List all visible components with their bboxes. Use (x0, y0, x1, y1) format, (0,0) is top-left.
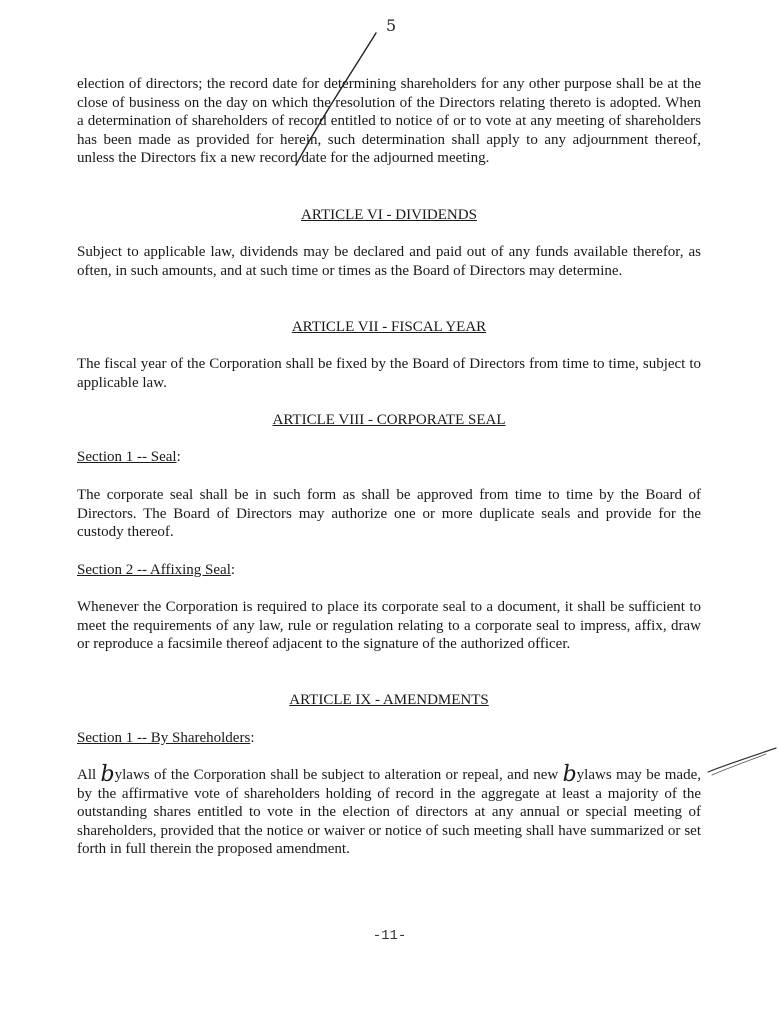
article-viii-section-1-title: Section 1 -- Seal: (77, 449, 181, 465)
article-vi-body: Subject to applicable law, dividends may be declared and paid out of any funds available therefor, as often, in such amounts, and at such time or times as the Board of Directors may determine. (77, 244, 701, 279)
article-viii-heading: ARTICLE VIII - CORPORATE SEAL (272, 412, 506, 428)
article-ix-section-1-title: Section 1 -- By Shareholders: (77, 730, 255, 746)
article-vii-body: The fiscal year of the Corporation shall be fixed by the Board of Directors from time to time, subject to applicable law. (77, 356, 701, 391)
article-viii-section-1-body: The corporate seal shall be in such form as shall be approved from time to time by the Board of Directors. The Board of Directors may authorize one or more duplicate seals and provide for the custody thereof. (77, 487, 701, 541)
article-vii-heading: ARTICLE VII - FISCAL YEAR (291, 319, 487, 335)
handwritten-correction-mark: b (100, 762, 115, 787)
intro-paragraph: election of directors; the record date for determining shareholders for any other purpose shall be at the close of business on the day on which the resolution of the Directors relating thereto is adopted. When a determination of shareholders of record entitled to notice of or to vote at any meeting of shareholders has been made as provided for herein, such determination shall apply to any adjournment thereof, unless the Directors fix a new record date for the adjourned meeting. (77, 76, 701, 167)
margin-pen-stroke-2 (712, 754, 766, 775)
page-number: -11- (372, 928, 407, 944)
article-viii-section-2-body: Whenever the Corporation is required to place its corporate seal to a document, it shall be sufficient to meet the requirements of any law, rule or regulation relating to a corporate seal to impress, affix, draw or reproduce a facsimile thereof adjacent to the signature of the authorized officer. (77, 599, 701, 653)
handwritten-correction-mark: b (562, 762, 577, 787)
article-viii-section-2-title: Section 2 -- Affixing Seal: (77, 562, 236, 578)
article-ix-section-1-body: All bylaws of the Corporation shall be subject to alteration or repeal, and new bylaws may be made, by the affirmative vote of shareholders holding of record in the aggregate at least a majority of the outstanding shares entitled to vote in the election of directors at any annual or special meeting of shareholders, provided that the notice or waiver or notice of such meeting shall have summarized or set forth in full therein the proposed amendment. (77, 762, 701, 858)
article-vi-heading: ARTICLE VI - DIVIDENDS (301, 207, 477, 223)
margin-pen-stroke (708, 748, 776, 772)
article-ix-heading: ARTICLE IX - AMENDMENTS (289, 692, 489, 708)
handwritten-page-mark: 5 (386, 16, 397, 35)
